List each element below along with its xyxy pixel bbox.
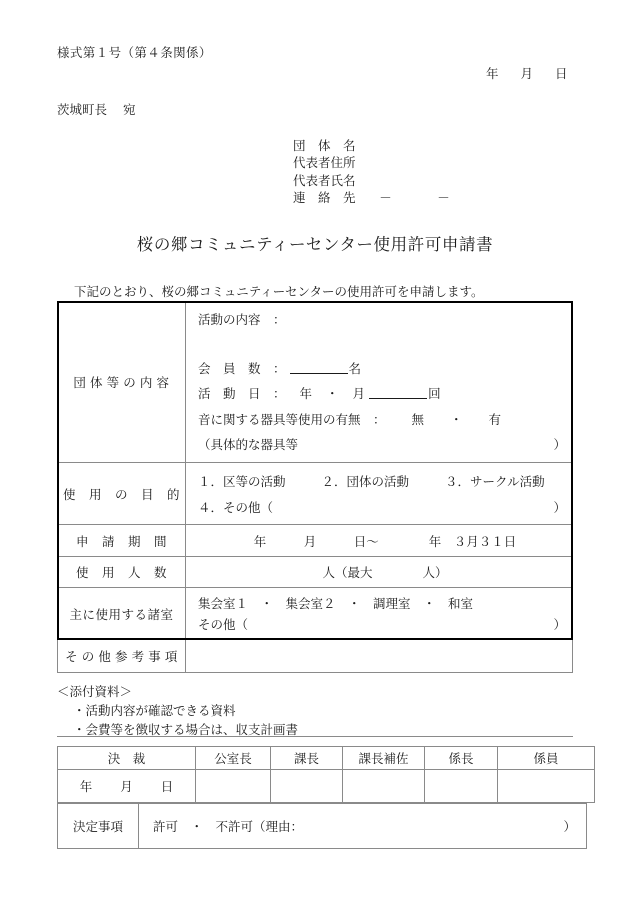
approval-header-kachohosa: 課長補佐 <box>343 747 425 770</box>
approval-header-decision: 決 裁 <box>58 747 196 770</box>
approval-date-cell[interactable] <box>58 770 196 803</box>
approval-header-kositsucho: 公室長 <box>196 747 271 770</box>
date-day-label: 日 <box>555 67 568 81</box>
date-line <box>486 64 568 82</box>
applicant-block <box>293 138 472 208</box>
activity-days-label: 活 動 日 ： <box>198 387 286 402</box>
page-title: 桜の郷コミュニティーセンター使用許可申請書 <box>136 235 494 254</box>
people-count-body[interactable]: 人（最大 人） <box>322 566 448 580</box>
purpose-option-3[interactable]: ３．サークル活動 <box>445 475 545 489</box>
approval-header-kakaricho: 係長 <box>425 747 498 770</box>
applicant-group-name-label: 団 体 名 <box>293 139 356 153</box>
equipment-detail-label: （具体的な器具等 <box>198 438 299 453</box>
decision-table <box>57 803 587 849</box>
rooms-body <box>198 591 572 636</box>
list-item: ・会費等を徴収する場合は、収支計画書 <box>73 723 299 737</box>
approval-date-month: 月 <box>120 780 133 794</box>
activity-days-month: 月 <box>352 387 366 402</box>
row-value-purpose <box>186 463 573 525</box>
attachments-section <box>57 683 298 740</box>
form-number: 様式第１号（第４条関係） <box>57 46 212 60</box>
applicant-name-row <box>293 173 472 190</box>
sound-option-separator: ・ <box>450 412 463 427</box>
addressee-suffix: 宛 <box>123 103 136 117</box>
approval-header-row <box>58 747 595 770</box>
activity-days-blank[interactable] <box>369 398 427 399</box>
purpose-option-4-close-paren: ） <box>553 501 566 515</box>
attachments-heading: ＜添付資料＞ <box>57 685 133 699</box>
sound-equipment-label: 音に関する器具等使用の有無 ： <box>198 412 386 427</box>
applicant-contact-row <box>293 190 472 207</box>
approval-stamp-kakariin[interactable] <box>498 770 595 803</box>
purpose-option-4[interactable]: ４．その他（ <box>198 501 274 515</box>
row-value-other-notes[interactable] <box>186 640 573 673</box>
row-label-purpose: 使 用 の 目 的 <box>58 463 186 525</box>
applicant-address-row <box>293 155 472 172</box>
rooms-list[interactable]: 集会室１ ・ 集会室２ ・ 調理室 ・ 和室 <box>198 597 474 611</box>
addressee <box>57 100 136 118</box>
sound-option-none[interactable]: 無 <box>411 412 425 427</box>
decision-value[interactable] <box>139 804 587 849</box>
table-row-purpose <box>58 463 573 525</box>
row-value-people-count <box>186 557 573 588</box>
applicant-contact-label: 連 絡 先 <box>293 191 356 206</box>
approval-stamp-kacho[interactable] <box>271 770 343 803</box>
purpose-option-2[interactable]: ２．団体の活動 <box>321 475 410 489</box>
contact-dash-2: － <box>437 191 450 206</box>
decision-row <box>58 804 587 849</box>
row-value-period <box>186 525 573 557</box>
approval-stamp-kachohosa[interactable] <box>343 770 425 803</box>
equipment-detail-close-paren: ） <box>553 438 566 453</box>
addressee-name: 茨城町長 <box>57 103 108 117</box>
member-count-blank[interactable] <box>290 373 348 374</box>
activity-days-line <box>198 382 572 408</box>
table-row-rooms <box>58 588 573 640</box>
approval-header-kakariin: 係員 <box>498 747 595 770</box>
row-label-group-content: 団 体 等 の 内 容 <box>58 302 186 463</box>
activity-content-line <box>198 308 572 334</box>
row-label-people-count: 使 用 人 数 <box>58 557 186 588</box>
period-body[interactable]: 年 月 日～ 年 ３月３１日 <box>253 534 517 549</box>
member-count-unit: 名 <box>348 361 362 376</box>
approval-stamp-kositsucho[interactable] <box>196 770 271 803</box>
applicant-group-name-row <box>293 138 472 155</box>
equipment-detail-line <box>198 433 572 459</box>
content-spacer <box>198 334 572 357</box>
sound-equipment-line <box>198 408 572 434</box>
table-row-people-count <box>58 557 573 588</box>
purpose-options-line <box>198 469 572 495</box>
approval-header-kacho: 課長 <box>271 747 343 770</box>
table-row-other-notes <box>58 640 573 673</box>
rooms-other-close-paren: ） <box>553 618 566 632</box>
row-label-rooms: 主に使用する諸室 <box>58 588 186 640</box>
list-item: ・活動内容が確認できる資料 <box>73 704 236 718</box>
purpose-body <box>198 466 572 521</box>
activity-days-year: 年 <box>299 387 313 402</box>
member-count-line <box>198 357 572 383</box>
section-divider <box>57 736 573 737</box>
row-label-other-notes: そ の 他 参 考 事 項 <box>58 640 186 673</box>
contact-dash-1: － <box>379 191 392 206</box>
table-row-period <box>58 525 573 557</box>
decision-close-paren: ） <box>563 820 576 834</box>
intro-sentence: 下記のとおり、桜の郷コミュニティーセンターの使用許可を申請します。 <box>74 285 484 299</box>
row-value-group-content <box>186 302 573 463</box>
row-value-rooms <box>186 588 573 640</box>
activity-days-unit: 回 <box>428 387 441 402</box>
row-label-period: 申 請 期 間 <box>58 525 186 557</box>
approval-date-day: 日 <box>160 780 174 794</box>
purpose-option-4-line <box>198 495 572 521</box>
applicant-address-label: 代表者住所 <box>293 156 356 171</box>
approval-body-row <box>58 770 595 803</box>
rooms-other-line <box>198 615 572 636</box>
decision-options[interactable]: 許可 ・ 不許可（理由： <box>153 820 304 834</box>
rooms-other-label[interactable]: その他（ <box>198 618 249 632</box>
purpose-option-1[interactable]: １．区等の活動 <box>198 475 286 489</box>
decision-label: 決定事項 <box>58 804 139 849</box>
sound-option-yes[interactable]: 有 <box>488 412 502 427</box>
member-count-label: 会 員 数 ： <box>198 361 286 376</box>
group-content-body <box>198 305 572 459</box>
activity-days-separator: ・ <box>326 387 339 402</box>
approval-stamp-kakaricho[interactable] <box>425 770 498 803</box>
application-main-table <box>57 301 573 673</box>
activity-content-label: 活動の内容 ： <box>198 313 286 328</box>
approval-date-year: 年 <box>79 780 93 794</box>
date-year-label: 年 <box>486 67 499 81</box>
approval-table <box>57 746 595 803</box>
applicant-name-label: 代表者氏名 <box>293 173 356 188</box>
date-month-label: 月 <box>520 67 534 81</box>
table-row-group-content <box>58 302 573 463</box>
